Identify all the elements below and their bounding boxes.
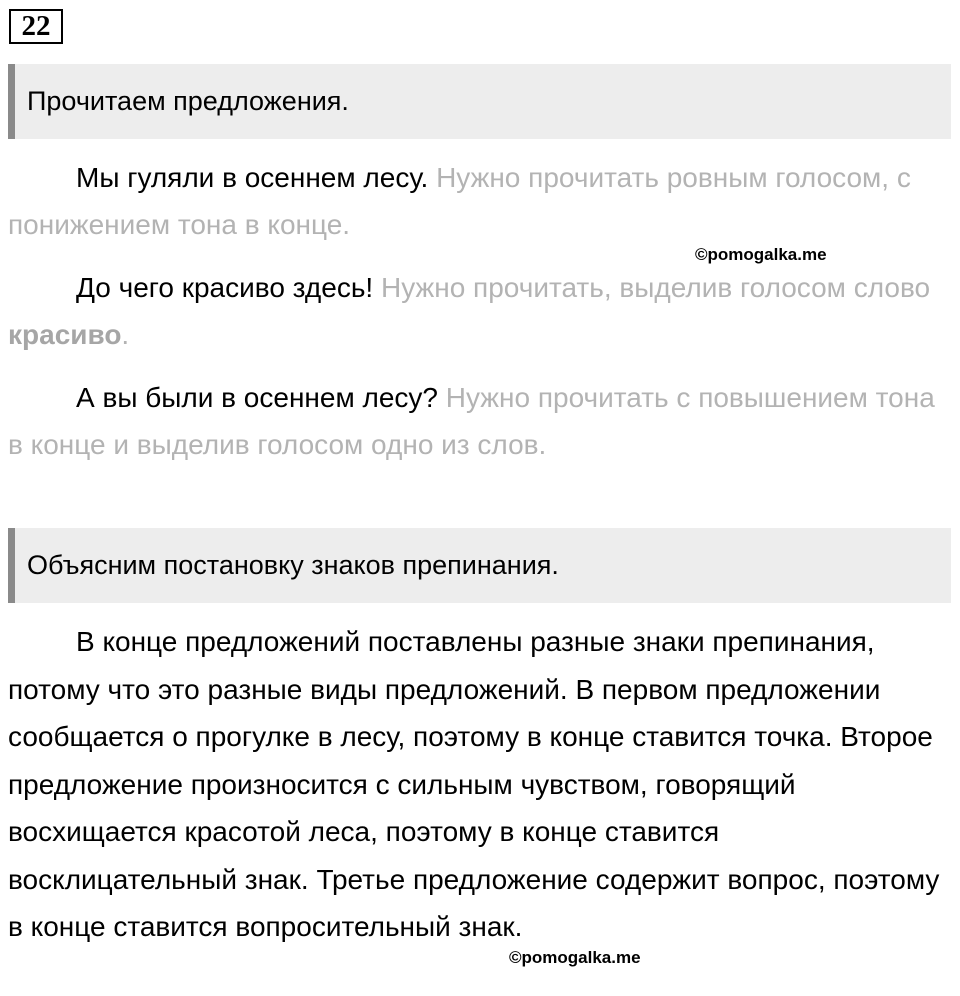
watermark: ©pomogalka.me [509,948,641,967]
sentence-text: До чего красиво здесь! [76,272,374,303]
section-title: Прочитаем предложения. [27,86,349,116]
explanation-paragraph: В конце предложений поставлены разные знаки препинания, потому что это разные виды предложений. В первом предложении сообщается о прогулке в лесу, поэтому в конце ставится точка. Второе предложение произносится с сильным чувством, говорящий восхищается красотой леса, поэтому в конце ставится восклицательный знак. Третье предложение содержит вопрос, поэтому в конце ставится вопросительный знак. [8,626,940,942]
sentence-text: А вы были в осеннем лесу? [76,382,438,413]
watermark: ©pomogalka.me [695,245,827,264]
task-number-badge: 22 [9,9,63,44]
sentence-text: Мы гуляли в осеннем лесу. [76,162,429,193]
reading-note: Нужно прочитать ровным голосом, с понижением тона в конце. [8,162,911,240]
sentence-paragraph [8,154,953,248]
section-header-punctuation [8,528,951,603]
section-title: Объясним постановку знаков препинания. [27,550,559,580]
section-header-reading [8,64,951,139]
sentence-paragraph [8,374,953,468]
reading-note-end: . [121,319,130,350]
sentence-paragraph [8,264,953,358]
reading-note: Нужно прочитать с повышением тона в конце и выделив голосом одно из слов. [8,382,935,460]
reading-note: Нужно прочитать, выделив голосом слово [380,272,931,303]
emphasized-word: красиво [8,319,122,350]
